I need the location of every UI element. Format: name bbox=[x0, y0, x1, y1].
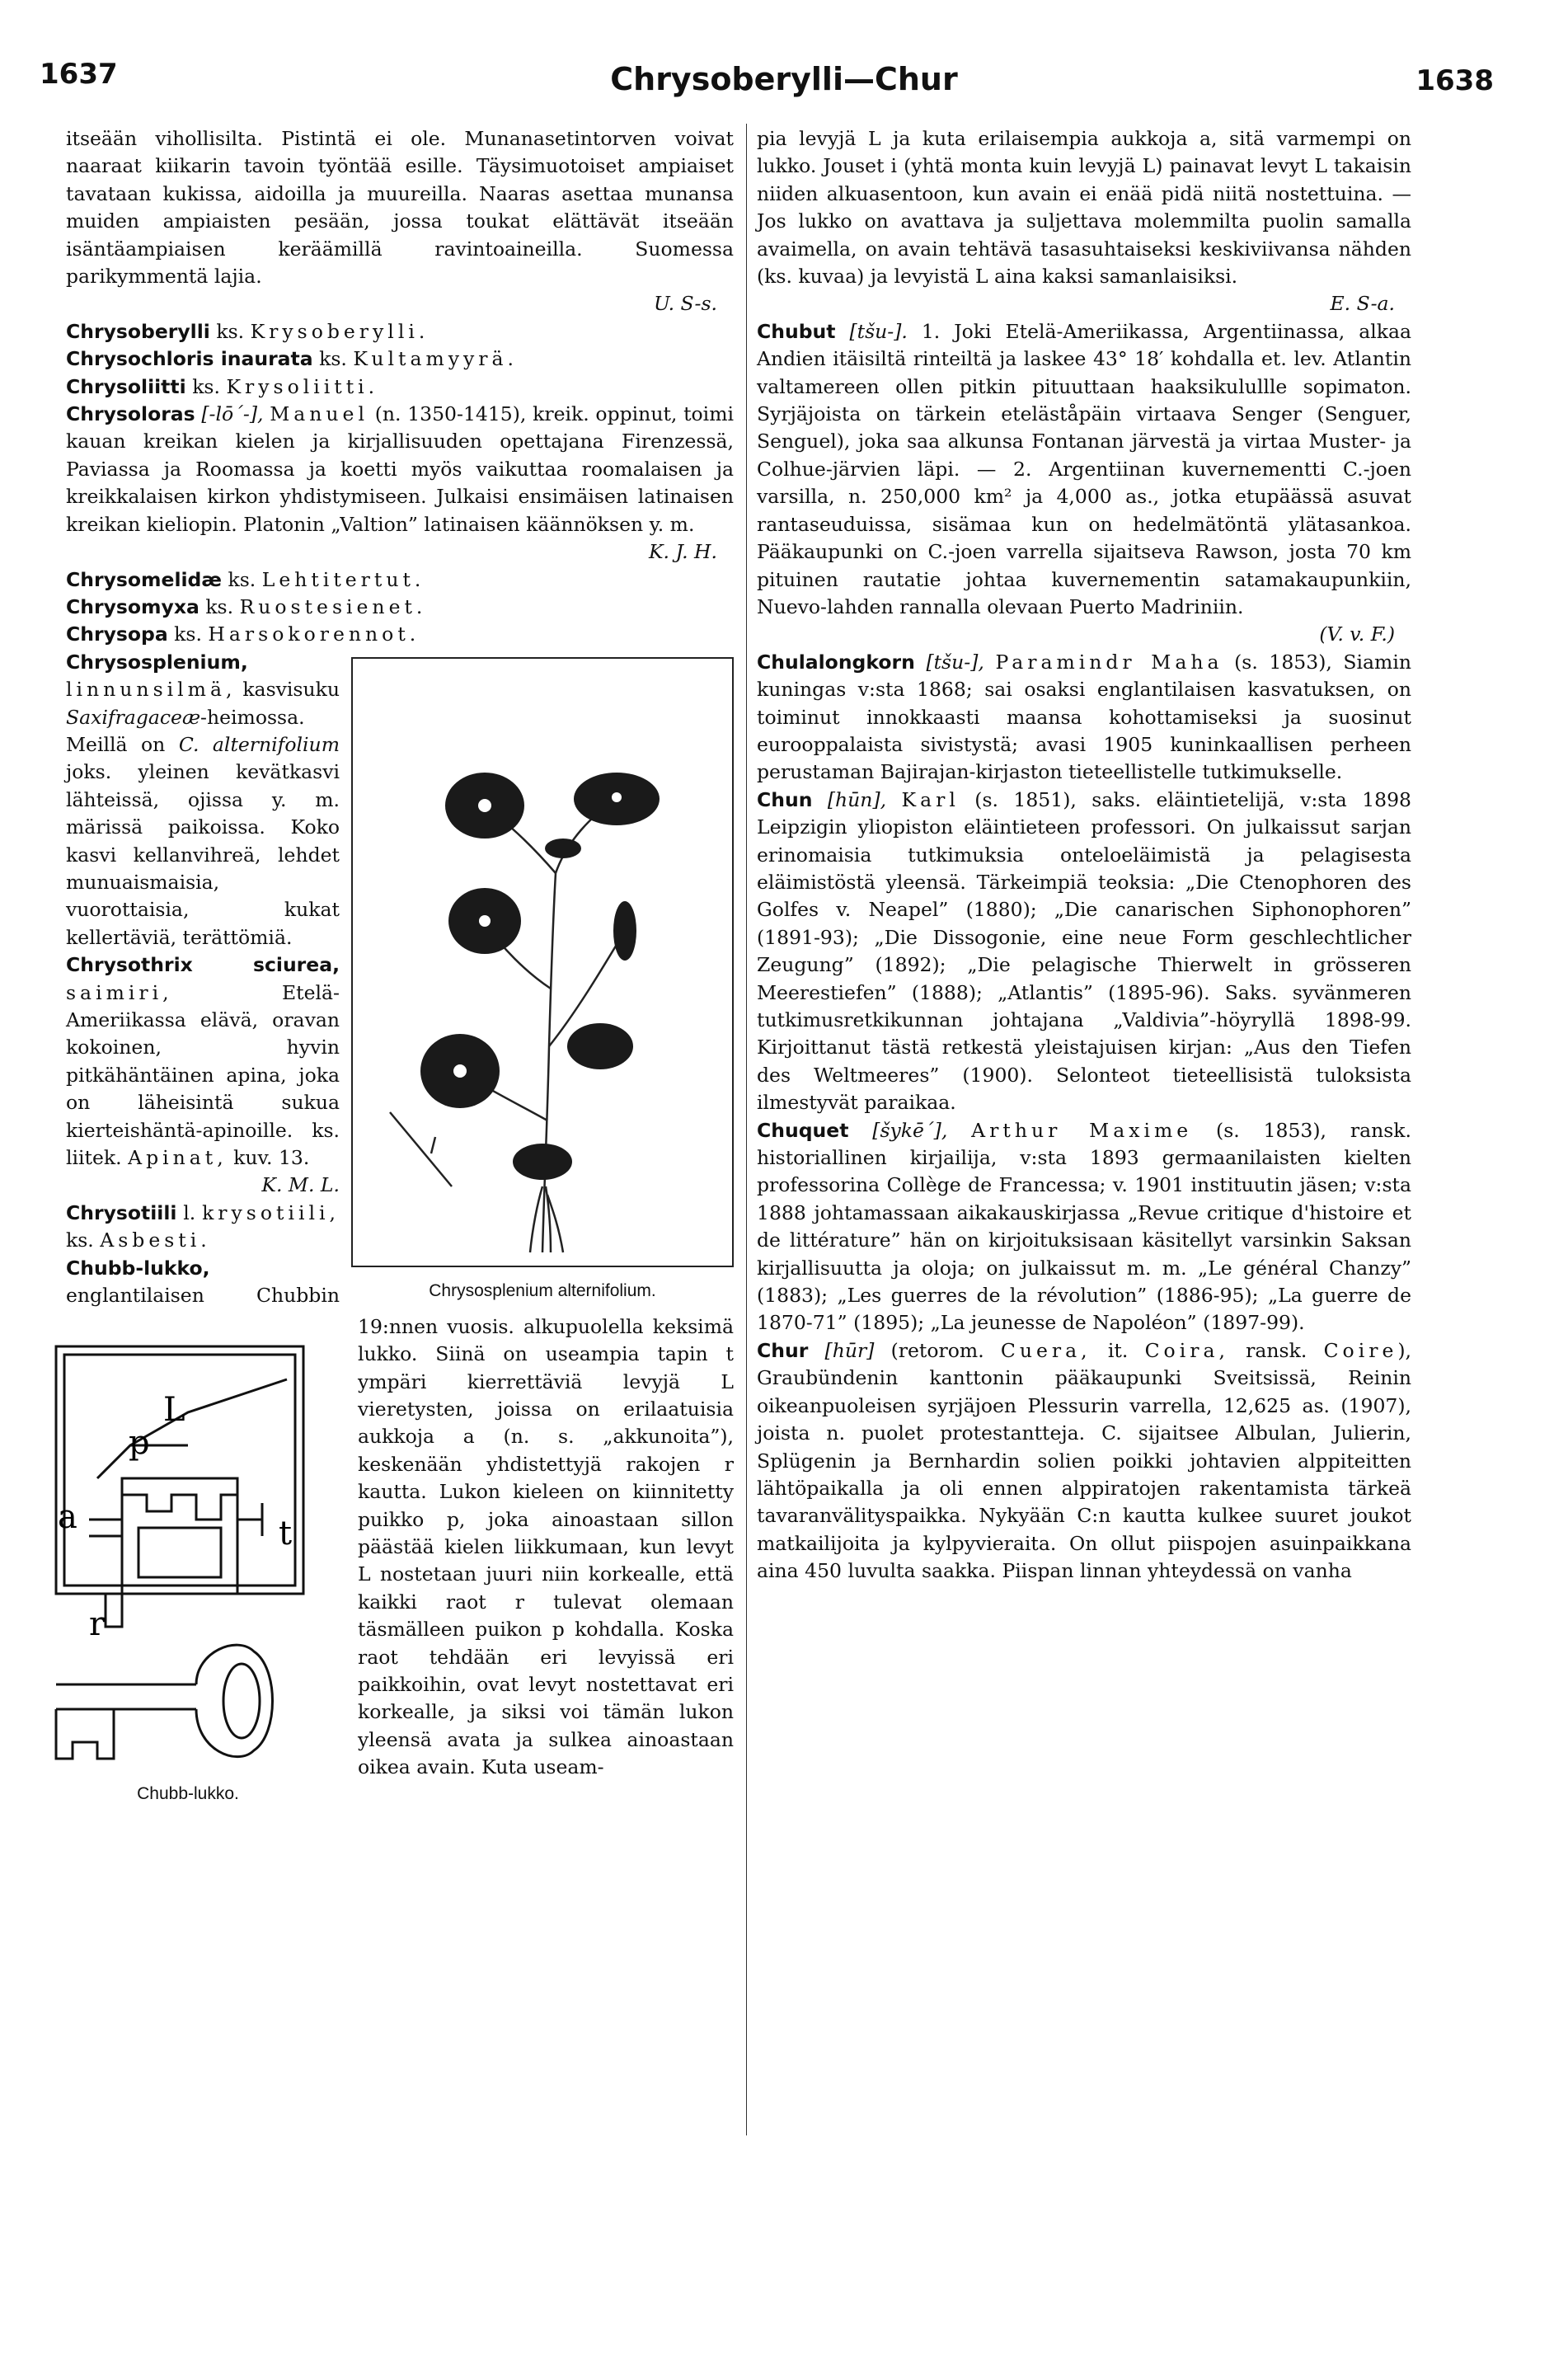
page-title: Chrysoberylli—Chur bbox=[610, 61, 958, 97]
headword: Chrysosplenium, bbox=[66, 650, 248, 674]
label-p: p bbox=[129, 1423, 150, 1462]
figure-frame bbox=[351, 657, 734, 1267]
entry-chubut: Chubut [tšu-]. 1. Joki Etelä-Ameriikassa, Argentiinassa, alkaa Andien itäisiltä rinteiltä ja laskee 43° 18′ kohdalla et. lev. Atlantin valtamereen ollen pitkin pituuttaan haaksikulullle sopimaton. Syrjäjoista on tärkein eteläståpäin virtaava Senger (Senguer, Senguel), joka saa alkunsa Fontanan järvestä ja virtaa Muster- ja Colhue-järvien läpi. — 2. Argentiinan kuvernementti C.-joen varsilla, n. 250,000 km² ja 4,000 as., jotka etupäässä asuvat rantaseuduissa, sisämaa kun on hedelmätöntä ylätasankoa. Pääkaupunki on C.-joen varrella sijaitseva Rawson, josta 70 km pituinen rautatie johtaa kuvernementin satamakaupunkiin, Nuevo-lahden rannalla olevaan Puerto Madriniin. (V. v. F.) bbox=[757, 318, 1411, 649]
entry-chrysoberylli: Chrysoberylli ks. Krysoberylli. bbox=[66, 319, 430, 343]
headword: Chrysopa bbox=[66, 622, 168, 646]
headword: Chrysotiili bbox=[66, 1200, 177, 1224]
left-column bbox=[58, 125, 734, 1816]
entry-chrysosplenium: Chrysosplenium, linnunsilmä, kasvisuku Saxifragaceæ-heimossa. Meillä on C. alternifolium joks. yleinen kevätkasvi lähteissä, ojissa y. m. märissä paikoissa. Koko kasvi kellanvihreä, lehdet munuaismaisia, vuorottaisia, kukat kellertäviä, terättömiä. bbox=[66, 650, 340, 949]
entry-chrysoloras: Chrysoloras [-lō´-], Manuel (n. 1350-1415), kreik. oppinut, toimi kauan kreikan kielen ja kirjallisuuden opettajana Firenzessä, Paviassa ja Roomassa ja koetti myös vaikuttaa roomalaisen ja kreikkalaisen kirkon yhdistymiseen. Julkaisi ensimäisen latinaisen kreikan kieliopin. Platonin „Valtion” latinaisen käännöksen y. m. K. J. H. bbox=[66, 401, 734, 566]
entry-continuation: itseään vihollisilta. Pistintä ei ole. Munanasetintorven voivat naaraat kiikarin tavoin työntää esille. Täysimuotoiset ampiaiset tavataan kukissa, aidoilla ja muureilla. Naaras asettaa munansa muiden ampiaisten pesään, jossa toukat elättävät itseään isäntäampiaisen keräämillä ravintoaineilla. Suomessa parikymmentä lajia. U. S-s. bbox=[66, 125, 734, 318]
figure-caption: Chrysosplenium alternifolium. bbox=[429, 1280, 656, 1300]
label-a: a bbox=[58, 1497, 77, 1536]
label-r: r bbox=[89, 1604, 106, 1643]
author-signature: K. M. L. bbox=[261, 1173, 340, 1197]
headword: Chrysothrix sciurea, bbox=[66, 953, 340, 977]
headword: Chrysoloras bbox=[66, 402, 195, 426]
headword: Chun bbox=[757, 787, 813, 811]
headword: Chulalongkorn bbox=[757, 650, 915, 674]
chrysosplenium-illustration bbox=[353, 659, 732, 1266]
cross-reference: Kultamyyrä. bbox=[353, 347, 519, 371]
entry-chrysopa: Chrysopa ks. Harsokorennot. bbox=[66, 622, 420, 646]
page-header bbox=[0, 53, 1568, 102]
page-number-right: 1638 bbox=[1415, 64, 1494, 97]
entry-chrysomyxa: Chrysomyxa ks. Ruostesienet. bbox=[66, 594, 427, 618]
chubb-lock-diagram bbox=[40, 1322, 336, 1775]
entry-chrysoliitti: Chrysoliitti ks. Krysoliitti. bbox=[66, 374, 379, 398]
headword: Chrysomyxa bbox=[66, 594, 200, 618]
entry-chrysotiili: Chrysotiili l. krysotiili, ks. Asbesti. bbox=[66, 1200, 340, 1252]
author-signature: K. J. H. bbox=[649, 540, 717, 564]
headword: Chubut bbox=[757, 319, 836, 343]
cross-reference: Ruostesienet. bbox=[239, 594, 427, 618]
cross-reference: Apinat, bbox=[128, 1146, 228, 1170]
headword: Chrysochloris inaurata bbox=[66, 347, 313, 371]
entry-chur: Chur [hūr] (retorom. Cuera, it. Coira, ransk. Coire), Graubündenin kanttonin pääkaupunki Sveitsissä, Reinin oikeanpuoleisen syrjäjoen Plessurin varrella, 12,625 as. (1907), joista n. puolet protestantteja. C. sijaitsee Albulan, Julierin, Splügenin ja Bernhardin solien poikki johtavien alppiteitten lähtöpaikalla ja oli ennen alppiratojen rakentamista tärkeä tavaranvälityspaikka. Nykyään C:n kautta kulkee suuret joukot matkailijoita ja kylpyvieraita. On ollut piispojen asuinpaikkana aina 450 luvulta saakka. Piispan linnan yhteydessä on vanha bbox=[757, 1338, 1412, 1583]
figure-caption: Chubb-lukko. bbox=[137, 1783, 239, 1803]
cross-reference: Harsokorennot. bbox=[208, 622, 420, 646]
entry-chulalongkorn: Chulalongkorn [tšu-], Paramindr Maha (s. 1853), Siamin kuningas v:sta 1868; sai osaksi englantilaisen kasvatuksen, on toiminut innokkaasti maansa kohottamiseksi ja suosinut eurooppalaista sivistystä; avasi 1905 kuninkaallisen perheen perustaman Bajirajan-kirjaston tieteellistelle tutkimukselle. bbox=[757, 650, 1411, 784]
entry-chrysochloris: Chrysochloris inaurata ks. Kultamyyrä. bbox=[66, 347, 519, 371]
entry-chuquet: Chuquet [šykē´], Arthur Maxime (s. 1853), ransk. historiallinen kirjailija, v:sta 1893 germaanilaisten kielten professorina Collège de Francessa; v. 1901 instituutin jäsen; v:sta 1888 johtamassaan aikakauskirjassa „Revue critique d'histoire et de littérature” hän on kirjoituksisaan käsitellyt varsinkin Saksan kirjallisuutta ja oloja; on julkaissut m. m. „Le général Chanzy” (1883); „Les guerres de la révolution” (1886-95); „La guerre de 1870-71” (1895); „La jeunesse de Napoléon” (1897-99). bbox=[757, 1118, 1412, 1335]
label-t: t bbox=[279, 1514, 293, 1553]
chubb-lock-figure bbox=[40, 1322, 336, 1812]
author-signature: U. S-s. bbox=[653, 292, 717, 316]
headword: Chrysoliitti bbox=[66, 374, 186, 398]
cross-reference: Krysoberylli. bbox=[250, 319, 430, 343]
page-number-left: 1637 bbox=[40, 58, 118, 91]
label-L: L bbox=[163, 1390, 185, 1429]
author-signature: (V. v. F.) bbox=[1319, 622, 1395, 646]
cross-reference: Krysoliitti. bbox=[226, 374, 379, 398]
author-signature: E. S-a. bbox=[1330, 292, 1395, 316]
chrysosplenium-figure bbox=[351, 657, 734, 1308]
entry-chubb-lukko: Chubb-lukko, englantilaisen Chubbin 19:nnen vuosis. alkupuolella keksimä lukko. Siinä on useampia tapin t ympäri kierrettäviä levyjä L vieretysten, joissa on erilaatuisia aukkoja a (n. s. „akkunoita”), keskenään yhdistettyjä rakojen r kautta. Lukon kieleen on kiinnitetty puikko p, joka ainoastaan sillon päästää kielen liikkumaan, kun levyt L nostetaan juuri niin korkealle, että kaikki raot r tulevat olemaan täsmälleen puikon p kohdalla. Koska raot tehdään eri levyissä eri paikkoihin, ovat levyt nostettavat eri korkealle, ja siksi voi tämän lukon yleensä avata ja sulkea ainoastaan oikea avain. Kuta useam- bbox=[66, 1256, 734, 1779]
cross-reference: Lehtitertut. bbox=[261, 567, 425, 591]
column-divider bbox=[746, 124, 747, 2135]
headword: Chrysomelidæ bbox=[66, 567, 222, 591]
headword: Chur bbox=[757, 1338, 809, 1362]
headword: Chrysoberylli bbox=[66, 319, 210, 343]
headword: Chuquet bbox=[757, 1118, 849, 1142]
headword: Chubb-lukko, bbox=[66, 1256, 210, 1280]
entry-chrysothrix: Chrysothrix sciurea, saimiri, Etelä-Ameriikassa elävä, oravan kokoinen, hyvin pitkähäntäinen apina, joka on läheisintä sukua kierteishäntä-apinoille. ks. liitek. Apinat, kuv. 13. K. M. L. bbox=[66, 951, 734, 1200]
entry-chun: Chun [hūn], Karl (s. 1851), saks. eläintietelijä, v:sta 1898 Leipzigin yliopiston eläintieteen professori. On julkaissut sarjan erinomaisia tutkimuksia onteloeläimistä ja pelagisesta eläimistöstä yleensä. Tärkeimpiä teoksia: „Die Ctenophoren des Golfes v. Neapel” (1880); „Die canarischen Siphonophoren” (1891-93); „Die Dissogonie, eine neue Form geschlechtlicher Zeugung” (1892); „Die pelagische Thierwelt in grösseren Meerestiefen” (1888); „Atlantis” (1895-96). Saks. syvänmeren tutkimusretkikunnan johtajana „Valdivia”-höyryllä 1898-99. Kirjoittanut tästä retkestä yleistajuisen kirjan: „Aus den Tiefen des Weltmeeres” (1900). Selonteot tieteellisistä tuloksista ilmestyvät paraikaa. bbox=[757, 787, 1412, 1115]
right-column bbox=[757, 125, 1411, 1586]
entry-continuation: pia levyjä L ja kuta erilaisempia aukkoja a, sitä varmempi on lukko. Jouset i (yhtä monta kuin levyjä L) painavat levyt L takaisin niiden alkuasentoon, kun avain ei enää pidä niitä nostettuina. — Jos lukko on avattava ja suljettava molemmilta puolin samalla avaimella, on avain tehtävä tasasuhtaiseksi keskiviivansa nähden (ks. kuvaa) ja levyistä L aina kaksi samanlaisiksi. E. S-a. bbox=[757, 125, 1411, 318]
entry-chrysomelidae: Chrysomelidæ ks. Lehtitertut. bbox=[66, 567, 425, 591]
cross-reference: Asbesti. bbox=[100, 1228, 211, 1252]
